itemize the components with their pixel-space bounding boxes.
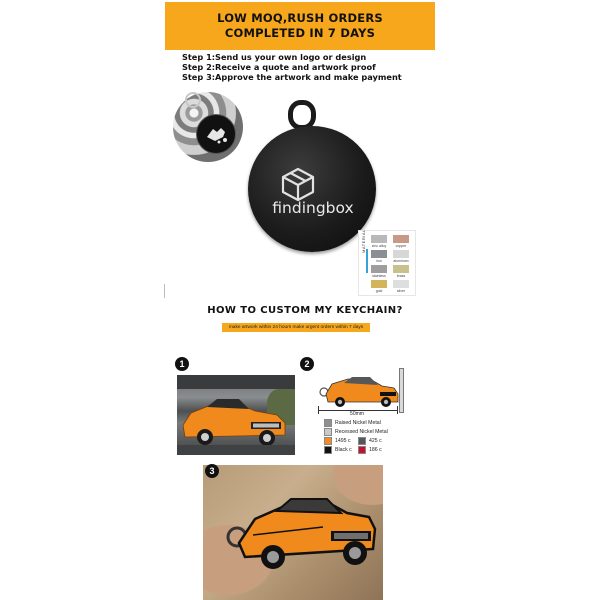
legend-label: 1495 c bbox=[335, 437, 351, 444]
step-3-text: Step 3:Approve the artwork and make payment bbox=[182, 72, 402, 82]
material-swatch bbox=[393, 280, 409, 288]
legend-color-box bbox=[324, 419, 332, 427]
legend-label: Black c bbox=[335, 446, 352, 453]
legend-label: Raised Nickel Metal bbox=[335, 419, 381, 426]
how-to-subtitle: make artwork within 24 hours make urgent orders within 7 days bbox=[228, 325, 364, 330]
legend-color-box bbox=[324, 428, 332, 436]
legend-label: Recessed Nickel Metal bbox=[335, 428, 388, 435]
legend-item bbox=[358, 436, 382, 445]
divider-line bbox=[164, 284, 165, 298]
car-illustration bbox=[177, 375, 295, 455]
material-swatch-card bbox=[358, 230, 416, 296]
material-card-title: MATERIAL bbox=[361, 229, 366, 253]
finished-keychain-photo bbox=[203, 465, 383, 600]
step-number-3: 3 bbox=[205, 464, 219, 478]
material-swatch-label: copper bbox=[395, 244, 407, 248]
legend-item bbox=[324, 418, 381, 427]
step-1-text: Step 1:Send us your own logo or design bbox=[182, 52, 367, 62]
banner-line-1: LOW MOQ,RUSH ORDERS bbox=[217, 11, 383, 25]
legend-item bbox=[324, 427, 388, 436]
material-swatch-label: stainless bbox=[372, 274, 386, 278]
material-swatch bbox=[371, 280, 387, 288]
material-swatch bbox=[371, 235, 387, 243]
material-swatch bbox=[371, 265, 387, 273]
how-to-subtitle-bar bbox=[222, 323, 370, 332]
dimension-label: 50mm bbox=[350, 411, 364, 417]
material-swatch-label: zinc alloy bbox=[371, 244, 387, 248]
legend-label: 186 c bbox=[369, 446, 382, 453]
material-swatch bbox=[393, 250, 409, 258]
side-thickness-view bbox=[399, 368, 404, 413]
steps-list bbox=[182, 52, 442, 82]
how-to-title: HOW TO CUSTOM MY KEYCHAIN? bbox=[207, 305, 403, 316]
legend-item bbox=[324, 445, 352, 454]
legend-item bbox=[358, 445, 382, 454]
thumbnail-black-tag bbox=[196, 114, 236, 154]
step-2-text: Step 2:Receive a quote and artwork proof bbox=[182, 62, 376, 72]
material-swatch bbox=[393, 235, 409, 243]
material-swatch-label: brass bbox=[396, 274, 406, 278]
legend-color-box bbox=[324, 437, 332, 445]
cube-icon bbox=[279, 166, 317, 202]
promo-banner bbox=[165, 2, 435, 50]
dimension-tick-left bbox=[318, 406, 319, 414]
step-number-1: 1 bbox=[175, 357, 189, 371]
material-swatch-label: aluminum bbox=[393, 259, 409, 263]
tag-brand-text: findingbox bbox=[272, 199, 354, 217]
banner-line-2: COMPLETED IN 7 DAYS bbox=[224, 26, 376, 40]
legend-color-box bbox=[358, 437, 366, 445]
material-swatch bbox=[393, 265, 409, 273]
hand-logo-icon bbox=[203, 123, 231, 147]
material-swatch-label: iron bbox=[376, 259, 382, 263]
legend-item bbox=[324, 436, 351, 445]
legend-color-box bbox=[324, 446, 332, 454]
material-accent-bar bbox=[366, 249, 368, 273]
dimension-tick-right bbox=[397, 406, 398, 414]
step-number-2: 2 bbox=[300, 357, 314, 371]
material-swatch bbox=[371, 250, 387, 258]
legend-color-box bbox=[358, 446, 366, 454]
car-photo bbox=[177, 375, 295, 455]
keychain-car-illustration bbox=[203, 465, 383, 600]
material-swatch-label: gold bbox=[375, 289, 383, 293]
material-swatch-label: silver bbox=[396, 289, 406, 293]
thumbnail-key-ring bbox=[185, 92, 201, 108]
legend-label: 425 c bbox=[369, 437, 382, 444]
